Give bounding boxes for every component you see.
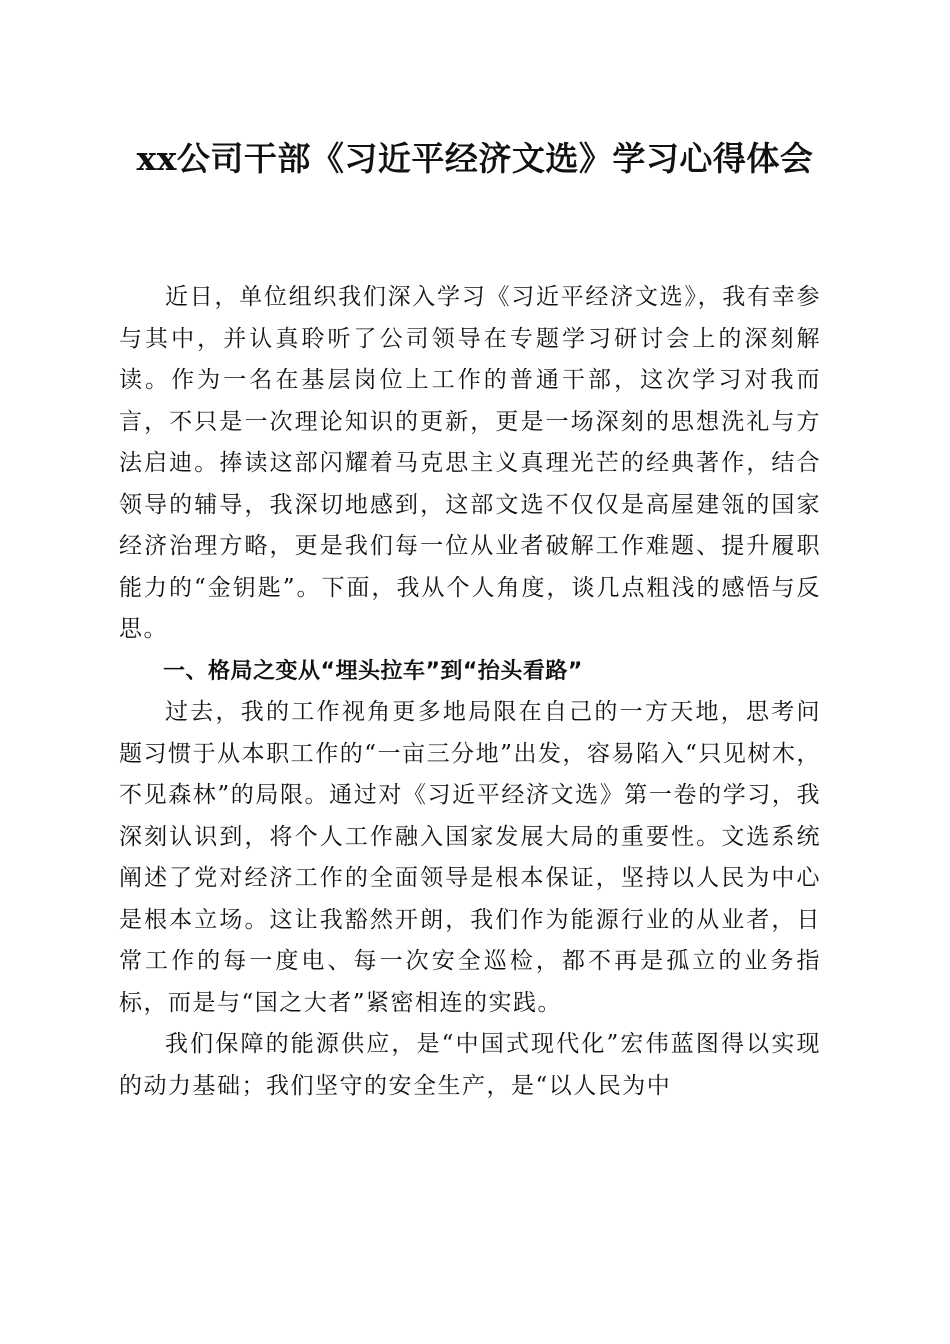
body-paragraph-energy: 我们保障的能源供应，是“中国式现代化”宏伟蓝图得以实现的动力基础；我们坚守的安全生产，是“以人民为中 [119, 1031, 821, 1099]
document-body [119, 277, 821, 1107]
section-heading-1: 一、格局之变从“埋头拉车”到“抬头看路” [163, 658, 583, 684]
body-paragraph-intro: 近日，单位组织我们深入学习《习近平经济文选》，我有幸参与其中，并认真聆听了公司领导在专题学习研讨会上的深刻解读。作为一名在基层岗位上工作的普通干部，这次学习对我而言，不只是一次理论知识的更新，更是一场深刻的思想洗礼与方法启迪。捧读这部闪耀着马克思主义真理光芒的经典著作，结合领导的辅导，我深切地感到，这部文选不仅仅是高屋建瓴的国家经济治理方略，更是我们每一位从业者破解工作难题、提升履职能力的“金钥匙”。下面，我从个人角度，谈几点粗浅的感悟与反思。 [119, 284, 821, 642]
body-paragraph-perspective: 过去，我的工作视角更多地局限在自己的一方天地，思考问题习惯于从本职工作的“一亩三分地”出发，容易陷入“只见树木，不见森林”的局限。通过对《习近平经济文选》第一卷的学习，我深刻认识到，将个人工作融入国家发展大局的重要性。文选系统阐述了党对经济工作的全面领导是根本保证，坚持以人民为中心是根本立场。这让我豁然开朗，我们作为能源行业的从业者，日常工作的每一度电、每一次安全巡检，都不再是孤立的业务指标，而是与“国之大者”紧密相连的实践。 [119, 699, 821, 1016]
document-title: xx公司干部《习近平经济文选》学习心得体会 [136, 139, 814, 178]
